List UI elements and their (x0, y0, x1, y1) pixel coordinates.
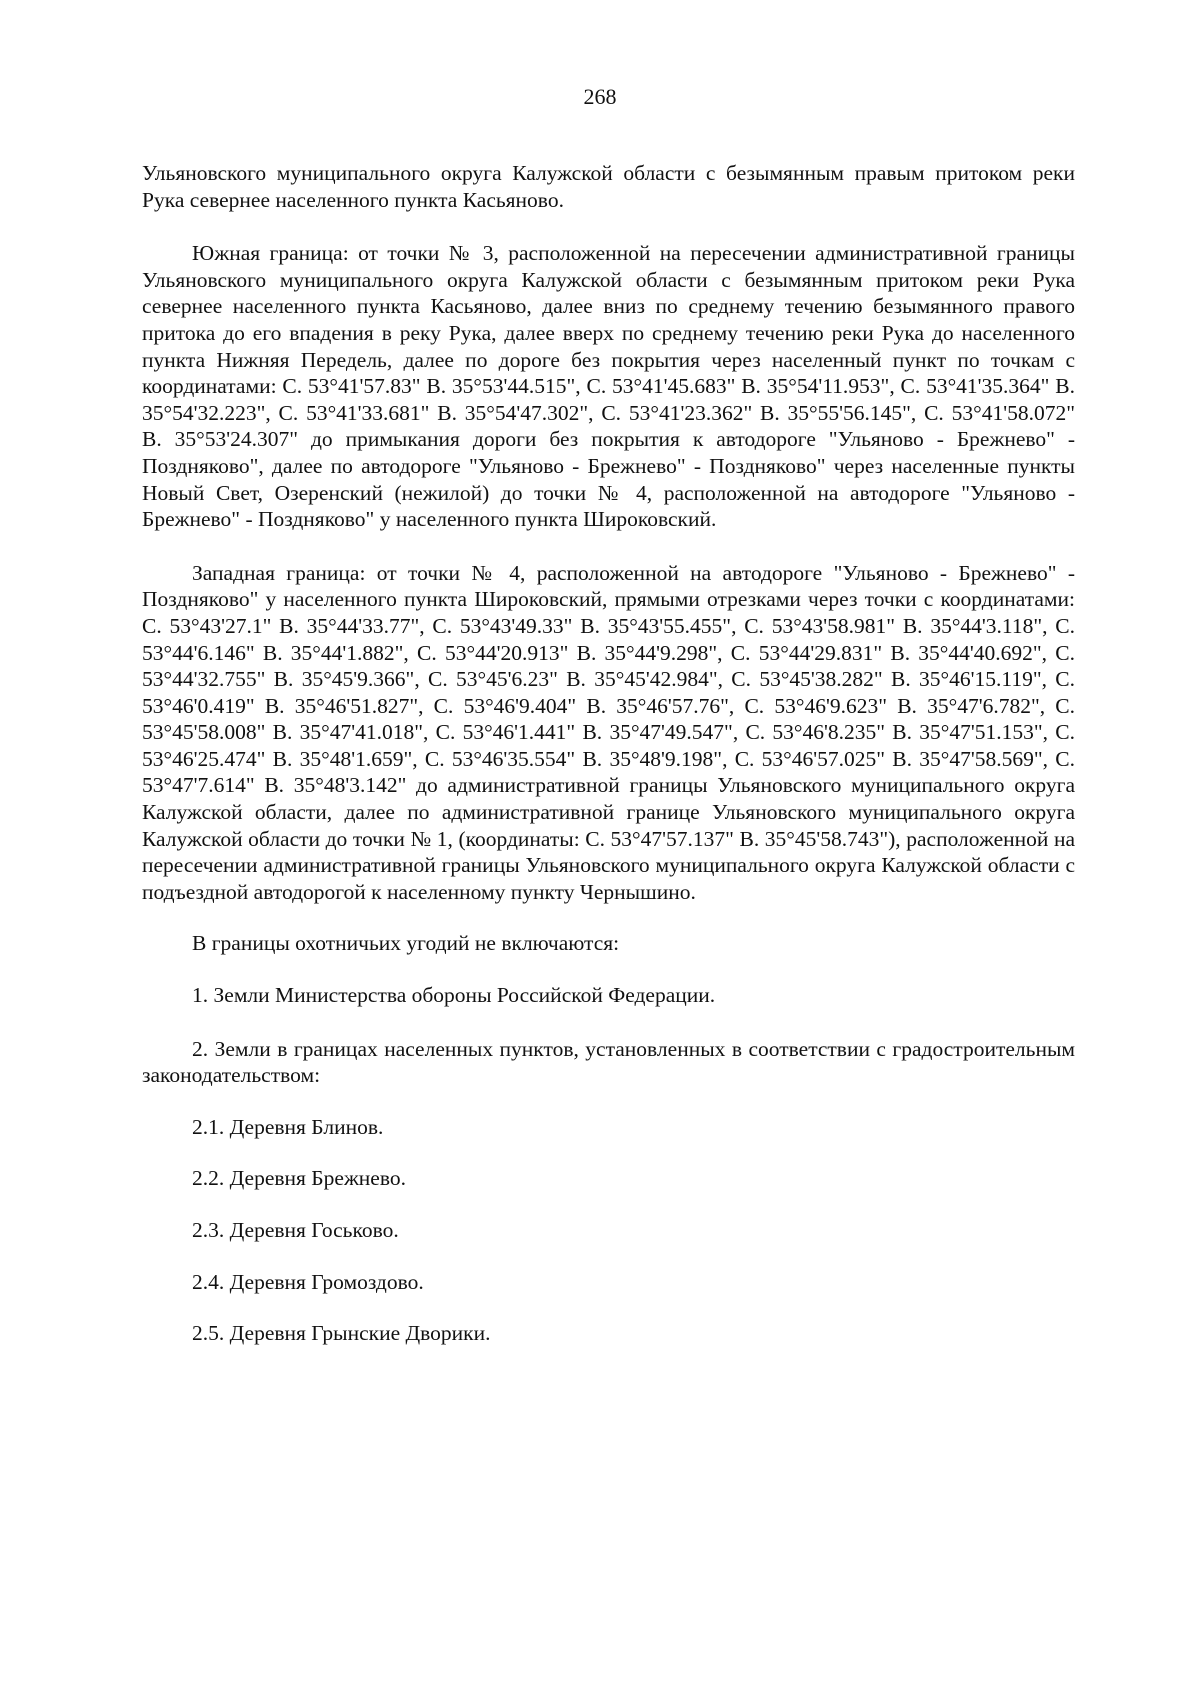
settlement-item: 2.3. Деревня Госьково. (192, 1218, 399, 1242)
exclusion-item-2: 2. Земли в границах населенных пунктов, установленных в соответствии с градостроительным законодательством: (142, 1036, 1075, 1088)
settlement-item: 2.5. Деревня Грынские Дворики. (192, 1321, 491, 1346)
page-number: 268 (583, 84, 617, 109)
document-body (142, 160, 1075, 1347)
settlement-item: 2.2. Деревня Брежнево. (192, 1166, 406, 1191)
paragraph-west-boundary: Западная граница: от точки № 4, расположенной на автодороге "Ульяново - Брежнево" - Поздняково" у населенного пункта Широковский, прямыми отрезками через точки с координатами: С. 53°43'27.1" В. 35°44'33.77", С. 53°43'49.33" В. 35°43'55.455", С. 53°43'58.981" В. 35°44'3.118", С. 53°44'6.146" В. 35°44'1.882", С. 53°44'20.913" В. 35°44'9.298", С. 53°44'29.831" В. 35°44'40.692", С. 53°44'32.755" В. 35°45'9.366", С. 53°45'6.23" В. 35°45'42.984", С. 53°45'38.282" В. 35°46'15.119", С. 53°46'0.419" В. 35°46'51.827", С. 53°46'9.404" В. 35°46'57.76", С. 53°46'9.623" В. 35°47'6.782", С. 53°45'58.008" В. 35°47'41.018", С. 53°46'1.441" В. 35°47'49.547", С. 53°46'8.235" В. 35°47'51.153", С. 53°46'25.474" В. 35°48'1.659", С. 53°46'35.554" В. 35°48'9.198", С. 53°46'57.025" В. 35°47'58.569", С. 53°47'7.614" В. 35°48'3.142" до административной границы Ульяновского муниципального округа Калужской области, далее по административной границе Ульяновского муниципального округа Калужской области до точки № 1, (координаты: С. 53°47'57.137" В. 35°45'58.743"), расположенной на пересечении административной границы Ульяновского муниципального округа Калужской области с подъездной автодорогой к населенному пункту Чернышино. (142, 560, 1075, 904)
settlement-item: 2.1. Деревня Блинов. (192, 1114, 384, 1139)
paragraph-continuation: Ульяновского муниципального округа Калужской области с безымянным правым притоком реки Рука севернее населенного пункта Касьяново. (142, 161, 1075, 212)
paragraph-south-boundary: Южная граница: от точки № 3, расположенной на пересечении административной границы Ульяновского муниципального округа Калужской области с безымянным притоком реки Рука севернее населенного пункта Касьяново, далее вниз по среднему течению безымянного правого притока до его впадения в реку Рука, далее вверх по среднему течению реки Рука до населенного пункта Нижняя Передель, далее по дороге без покрытия через населенный пункт по точкам с координатами: С. 53°41'57.83" В. 35°53'44.515", С. 53°41'45.683" В. 35°54'11.953", С. 53°41'35.364" В. 35°54'32.223", С. 53°41'33.681" В. 35°54'47.302", С. 53°41'23.362" В. 35°55'56.145", С. 53°41'58.072" В. 35°53'24.307" до примыкания дороги без покрытия к автодороге "Ульяново - Брежнево" - Поздняково", далее по автодороге "Ульяново - Брежнево" - Поздняково" через населенные пункты Новый Свет, Озеренский (нежилой) до точки № 4, расположенной на автодороге "Ульяново - Брежнево" - Поздняково" у населенного пункта Широковский. (142, 241, 1075, 532)
paragraph-exclusions-intro: В границы охотничьих угодий не включаются: (192, 931, 620, 956)
exclusion-item-1: 1. Земли Министерства обороны Российской Федерации. (192, 983, 716, 1008)
settlement-item: 2.4. Деревня Громоздово. (192, 1269, 424, 1294)
